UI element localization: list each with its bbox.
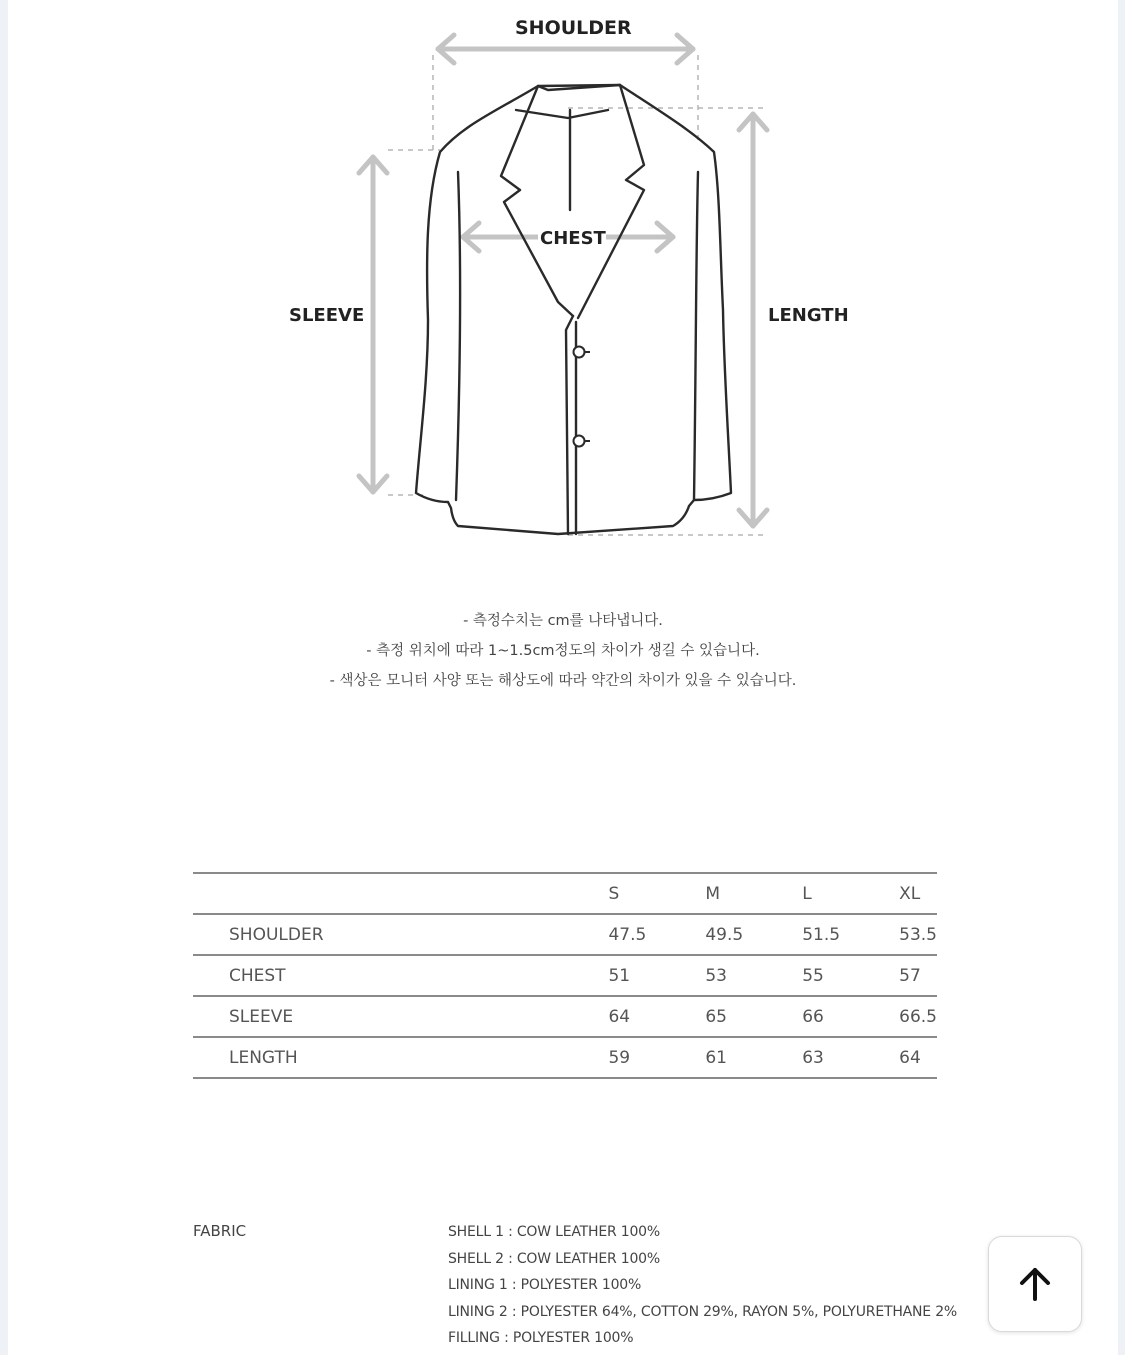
size-header-s: S bbox=[608, 873, 705, 914]
table-row bbox=[193, 1037, 937, 1078]
cell-value: 49.5 bbox=[705, 914, 802, 955]
note-line: - 측정수치는 cm를 나타냅니다. bbox=[463, 613, 663, 629]
cell-value: 63 bbox=[802, 1037, 899, 1078]
cell-value: 64 bbox=[899, 1037, 937, 1078]
size-header-xl: XL bbox=[899, 873, 937, 914]
scroll-to-top-button[interactable] bbox=[988, 1236, 1082, 1332]
size-guide-page bbox=[8, 0, 1118, 1355]
fabric-item: SHELL 1 : COW LEATHER 100% bbox=[448, 1224, 660, 1240]
cell-value: 51 bbox=[608, 955, 705, 996]
jacket-illustration bbox=[8, 0, 1118, 560]
cell-value: 51.5 bbox=[802, 914, 899, 955]
fabric-item: LINING 2 : POLYESTER 64%, COTTON 29%, RAYON 5%, POLYURETHANE 2% bbox=[448, 1303, 958, 1320]
table-row bbox=[193, 996, 937, 1037]
note-line: - 측정 위치에 따라 1~1.5cm정도의 차이가 생길 수 있습니다. bbox=[366, 643, 760, 659]
cell-value: 64 bbox=[608, 996, 705, 1037]
cell-value: 47.5 bbox=[608, 914, 705, 955]
note-line: - 색상은 모니터 사양 또는 해상도에 따라 약간의 차이가 있을 수 있습니다. bbox=[329, 673, 797, 689]
cell-value: 65 bbox=[705, 996, 802, 1037]
cell-value: 66.5 bbox=[899, 996, 937, 1037]
cell-value: 59 bbox=[608, 1037, 705, 1078]
table-row bbox=[193, 955, 937, 996]
fabric-label: FABRIC bbox=[193, 1222, 247, 1240]
cell-value: 55 bbox=[802, 955, 899, 996]
button-bottom-icon bbox=[574, 436, 591, 447]
row-label: LENGTH bbox=[193, 1037, 608, 1078]
row-label: SLEEVE bbox=[193, 996, 608, 1037]
fabric-composition bbox=[448, 1219, 957, 1352]
sleeve-label: SLEEVE bbox=[289, 305, 365, 326]
cell-value: 66 bbox=[802, 996, 899, 1037]
size-header-m: M bbox=[705, 873, 802, 914]
cell-value: 57 bbox=[899, 955, 937, 996]
cell-value: 53 bbox=[705, 955, 802, 996]
fabric-item: SHELL 2 : COW LEATHER 100% bbox=[448, 1250, 660, 1267]
cell-value: 53.5 bbox=[899, 914, 937, 955]
size-header-blank bbox=[193, 873, 608, 914]
length-label: LENGTH bbox=[768, 305, 849, 326]
size-table bbox=[193, 872, 937, 1079]
cell-value: 61 bbox=[705, 1037, 802, 1078]
button-top-icon bbox=[574, 347, 591, 358]
measurement-notes bbox=[8, 606, 1118, 696]
size-header-row bbox=[193, 873, 937, 914]
arrow-up-icon bbox=[1015, 1264, 1055, 1304]
measurement-diagram bbox=[8, 0, 1118, 560]
size-header-l: L bbox=[802, 873, 899, 914]
shoulder-label: SHOULDER bbox=[515, 17, 632, 39]
chest-label: CHEST bbox=[540, 228, 606, 249]
row-label: CHEST bbox=[193, 955, 608, 996]
table-row bbox=[193, 914, 937, 955]
fabric-item: FILLING : POLYESTER 100% bbox=[448, 1330, 634, 1346]
row-label: SHOULDER bbox=[193, 914, 608, 955]
fabric-item: LINING 1 : POLYESTER 100% bbox=[448, 1277, 642, 1293]
